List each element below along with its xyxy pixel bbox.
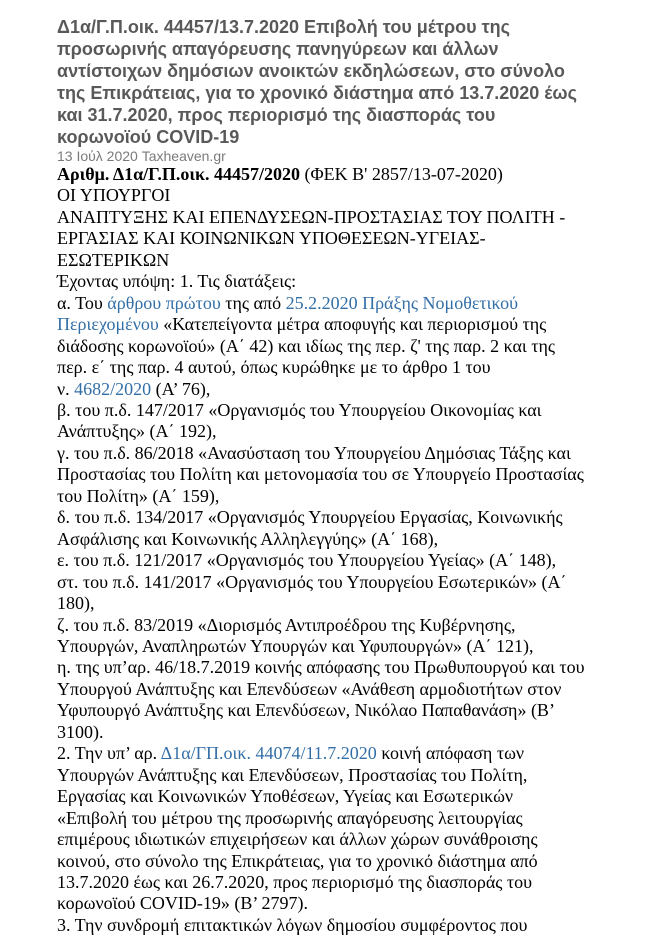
text-line	[57, 572, 655, 593]
decision-number: Αριθμ. Δ1α/Γ.Π.οικ. 44457/2020	[57, 164, 300, 184]
text-line	[57, 636, 655, 657]
text-line	[57, 271, 655, 292]
text-line	[57, 293, 655, 314]
text-segment: γ. του π.δ. 86/2018 «Ανασύσταση του Υπουργείου Δημόσιας Τάξης και	[57, 442, 571, 463]
text-segment: 13.7.2020 έως και 26.7.2020, προς περιορισμό της διασποράς του	[57, 871, 533, 892]
text-line	[57, 765, 655, 786]
text-line	[57, 743, 655, 764]
text-segment: ΟΙ ΥΠΟΥΡΓΟΙ	[57, 185, 171, 206]
text-line	[57, 507, 655, 528]
text-segment: 180),	[57, 593, 95, 614]
text-line	[57, 486, 655, 507]
text-line	[57, 443, 655, 464]
text-line	[57, 657, 655, 678]
text-line	[57, 228, 655, 249]
text-segment: «Κατεπείγοντα μέτρα αποφυγής και περιορισμού της	[158, 314, 547, 335]
text-line	[57, 379, 655, 400]
text-segment: Υπουργών Ανάπτυξης και Επενδύσεων, Προστασίας του Πολίτη,	[57, 764, 528, 785]
ministries-heading	[57, 207, 655, 271]
text-line	[57, 400, 655, 421]
text-line	[57, 464, 655, 485]
text-line	[57, 808, 655, 829]
provision-eta	[57, 657, 655, 743]
text-line	[57, 679, 655, 700]
title-line: αντίστοιχων δημόσιων ανοικτών εκδηλώσεων, στο σύνολο	[57, 61, 565, 81]
text-line	[57, 185, 655, 206]
text-segment: 3. Την συνδρομή επιτακτικών λόγων δημοσίου συμφέροντος που	[57, 914, 528, 935]
document-title	[57, 16, 655, 148]
text-segment: της από	[220, 292, 286, 313]
text-segment: Έχοντας υπόψη: 1. Τις διατάξεις:	[57, 271, 297, 292]
title-line: Δ1α/Γ.Π.οικ. 44457/13.7.2020 Επιβολή του μέτρου της	[57, 17, 510, 37]
text-line	[57, 593, 655, 614]
publication-meta	[57, 148, 655, 164]
text-line	[57, 421, 655, 442]
text-line	[57, 829, 655, 850]
text-segment: ζ. του π.δ. 83/2019 «Διορισμός Αντιπροέδρου της Κυβέρνησης,	[57, 614, 516, 635]
text-segment: β. του π.δ. 147/2017 «Οργανισμός του Υπουργείου Οικονομίας και	[57, 399, 542, 420]
text-segment: ΕΡΓΑΣΙΑΣ ΚΑΙ ΚΟΙΝΩΝΙΚΩΝ ΥΠΟΘΕΣΕΩΝ-ΥΓΕΙΑΣ-	[57, 228, 486, 249]
text-segment: η. της υπ’αρ. 46/18.7.2019 κοινής απόφασης του Πρωθυπουργού και του	[57, 657, 585, 678]
text-segment: διάδοσης κορωνοϊού» (Α΄ 42) και ιδίως της περ. ζ' της παρ. 2 και της	[57, 335, 556, 356]
source-name: Taxheaven.gr	[141, 148, 226, 164]
reference-link[interactable]: Δ1α/ΓΠ.οικ. 44074/11.7.2020	[160, 743, 377, 764]
text-segment: Υπουργού Ανάπτυξης και Επενδύσεων «Ανάθεση αρμοδιοτήτων στον	[57, 678, 562, 699]
provision-delta	[57, 507, 655, 550]
text-line	[57, 250, 655, 271]
text-line	[57, 722, 655, 743]
reference-link[interactable]: 25.2.2020 Πράξης Νομοθετικού	[285, 292, 519, 313]
title-line: της Επικράτειας, για το χρονικό διάστημα από 13.7.2020 έως	[57, 83, 577, 103]
publication-date: 13 Ιούλ 2020	[57, 148, 138, 164]
text-line	[57, 529, 655, 550]
text-segment: Υπουργών, Αναπληρωτών Υπουργών και Υφυπουργών» (Α΄ 121),	[57, 635, 534, 656]
text-segment: α. Του	[57, 292, 108, 313]
title-line: προσωρινής απαγόρευσης πανηγύρεων και άλλων	[57, 39, 499, 59]
consideration-2	[57, 743, 655, 915]
ministers-heading	[57, 185, 655, 206]
text-line	[57, 615, 655, 636]
text-segment: δ. του π.δ. 134/2017 «Οργανισμός Υπουργείου Εργασίας, Κοινωνικής	[57, 507, 563, 528]
text-line	[57, 550, 655, 571]
text-segment: (ΦΕΚ Β' 2857/13-07-2020)	[300, 164, 503, 184]
decision-number-line	[57, 164, 655, 185]
text-segment: περ. ε΄ της παρ. 4 αυτού, όπως κυρώθηκε με το άρθρο 1 του	[57, 357, 491, 378]
text-segment: Ασφάλισης και Κοινωνικής Αλληλεγγύης» (Α΄ 168),	[57, 528, 439, 549]
text-segment: (Α’ 76),	[151, 378, 211, 399]
text-segment: κορωνοϊού COVID-19» (Β’ 2797).	[57, 893, 309, 914]
text-segment: κοινού, στο σύνολο της Επικράτειας, για το χρονικό διάστημα από	[57, 850, 538, 871]
consideration-3	[57, 915, 655, 936]
title-line: κορωνοϊού COVID-19	[57, 127, 240, 147]
text-segment: Εργασίας και Κοινωνικών Υποθέσεων, Υγείας και Εσωτερικών	[57, 786, 514, 807]
text-segment: ΕΣΩΤΕΡΙΚΩΝ	[57, 249, 170, 270]
text-segment: ε. του π.δ. 121/2017 «Οργανισμός του Υπουργείου Υγείας» (Α΄ 148),	[57, 550, 557, 571]
reference-link[interactable]: άρθρου πρώτου	[107, 292, 221, 313]
text-segment: «Επιβολή του μέτρου της προσωρινής απαγόρευσης λειτουργίας	[57, 807, 523, 828]
text-segment: 3100).	[57, 721, 104, 742]
text-line	[57, 700, 655, 721]
text-segment: Ανάπτυξης» (Α΄ 192),	[57, 421, 217, 442]
text-segment: Υφυπουργό Ανάπτυξης και Επενδύσεων, Νικόλαο Παπαθανάση» (Β’	[57, 700, 555, 721]
provision-zeta	[57, 615, 655, 658]
text-line	[57, 786, 655, 807]
text-segment: 2. Την υπ’ αρ.	[57, 743, 161, 764]
text-line	[57, 314, 655, 335]
text-segment: κοινή απόφαση των	[376, 743, 525, 764]
text-segment: επιμέρους ιδιωτικών επιχειρήσεων και άλλων χώρων συνάθροισης	[57, 829, 538, 850]
text-line	[57, 207, 655, 228]
text-line	[57, 164, 655, 185]
reference-link[interactable]: Περιεχομένου	[57, 314, 159, 335]
text-line	[57, 336, 655, 357]
title-line: και 31.7.2020, προς περιορισμό της διασποράς του	[57, 105, 496, 125]
text-segment: Προστασίας του Πολίτη και μετονομασία του σε Υπουργείο Προστασίας	[57, 464, 584, 485]
text-segment: στ. του π.δ. 141/2017 «Οργανισμός του Υπουργείου Εσωτερικών» (Α΄	[57, 571, 567, 592]
text-segment: ΑΝΑΠΤΥΞΗΣ ΚΑΙ ΕΠΕΝΔΥΣΕΩΝ-ΠΡΟΣΤΑΣΙΑΣ ΤΟΥ ΠΟΛΙΤΗ -	[57, 206, 566, 227]
provision-alpha	[57, 293, 655, 400]
text-segment: του Πολίτη» (Α΄ 159),	[57, 485, 220, 506]
provision-epsilon	[57, 550, 655, 571]
text-line	[57, 915, 655, 936]
text-line	[57, 893, 655, 914]
provision-beta	[57, 400, 655, 443]
text-line	[57, 851, 655, 872]
considering-intro	[57, 271, 655, 292]
provision-gamma	[57, 443, 655, 507]
document-body	[57, 164, 655, 936]
text-line	[57, 872, 655, 893]
provision-stigma	[57, 572, 655, 615]
text-segment: ν.	[57, 378, 75, 399]
text-line	[57, 357, 655, 378]
reference-link[interactable]: 4682/2020	[74, 378, 152, 399]
